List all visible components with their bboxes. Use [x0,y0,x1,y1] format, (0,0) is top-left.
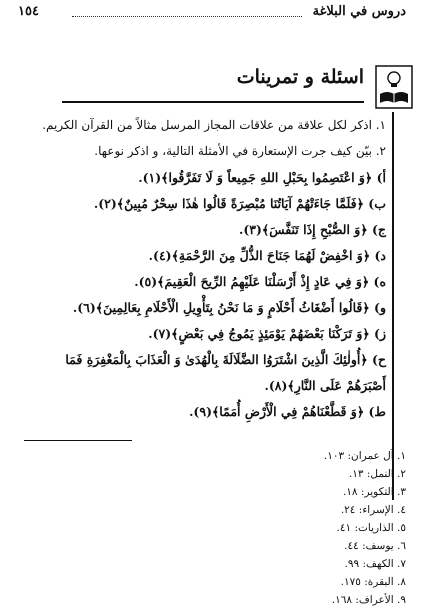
page-number: ١٥٤ [18,4,39,19]
footnote-1: ١. آل عمران: ١٠٣. [323,450,406,462]
example-line-a: أ) ﴿وَ اعْتَصِمُوا بِحَبْلِ اللهِ جَمِيعاً وَ لَا تَفَرَّقُوا﴾(١). [138,170,386,185]
heading-rule [62,101,364,103]
book-lamp-icon [374,64,414,110]
running-header-title: دروس في البلاغة [312,4,406,19]
footnote-2: ٢. النمل: ١٣. [348,468,406,480]
footnote-3: ٣. التكوير: ١٨. [342,486,406,498]
example-line-c: ج) ﴿وَ الصُّبْحِ إِذَا تَنَفَّسَ﴾(٣). [239,222,386,237]
footnote-9: ٩. الأعراف: ١٦٨. [331,594,406,606]
example-line-i: ط) ﴿وَ قَطَّعْنَاهُمْ فِي الْأَرْضِ أُمَمًا﴾(٩). [189,404,386,419]
example-line-h: ح) ﴿أُولٰئِكَ الَّذِينَ اشْتَرَوُا الضَّلَالَةَ بِالْهُدَىٰ وَ الْعَذَابَ بِالْمَغْفِرَةِ فَمَا [65,352,386,367]
example-line-d: د) ﴿وَ اخْفِضْ لَهُمَا جَنَاحَ الذُّلِّ مِنَ الرَّحْمَةِ﴾(٤). [148,248,386,263]
footnote-5: ٥. الذاريات: ٤١. [336,522,406,534]
example-line-g: ز) ﴿وَ تَرَكْنَا بَعْضَهُمْ يَوْمَئِذٍ يَمُوجُ فِي بَعْضٍ﴾(٧). [148,326,386,341]
example-line-h-continued: أَصْبَرَهُمْ عَلَى النَّارِ﴾(٨). [264,378,386,393]
exercise-question-1: ١. اذكر لكل علاقة من علاقات المجاز المرسل مثالاً من القرآن الكريم. [42,118,386,132]
footnote-4: ٤. الإسراء: ٢٤. [340,504,406,516]
section-title: اسئلة و تمرينات [236,66,364,88]
section-side-rule [392,112,394,500]
footnote-6: ٦. يوسف: ٤٤. [344,540,406,552]
footnote-8: ٨. البقرة: ١٧٥. [340,576,406,588]
example-line-e: ه) ﴿وَ فِي عَادٍ إِذْ أَرْسَلْنَا عَلَيْهِمُ الرِّيحَ الْعَقِيمَ﴾(٥). [134,274,386,289]
example-line-f: و) ﴿قَالُوا أَضْغَاثُ أَحْلَامٍ وَ مَا نَحْنُ بِتَأْوِيلِ الْأَحْلَامِ بِعَالِمِينَ﴾(٦). [72,300,386,315]
footnote-7: ٧. الكهف: ٩٩. [344,558,406,570]
example-line-b: ب) ﴿فَلَمَّا جَاءَتْهُمْ آيَاتُنَا مُبْصِرَةً قَالُوا هٰذَا سِحْرٌ مُبِينٌ﴾(٢). [93,196,386,211]
exercise-question-2: ٢. بيّن كيف جرت الإستعارة في الأمثلة التالية، و اذكر نوعها. [94,144,386,158]
footnote-separator [24,440,132,441]
header-dotted-leader [72,16,302,17]
